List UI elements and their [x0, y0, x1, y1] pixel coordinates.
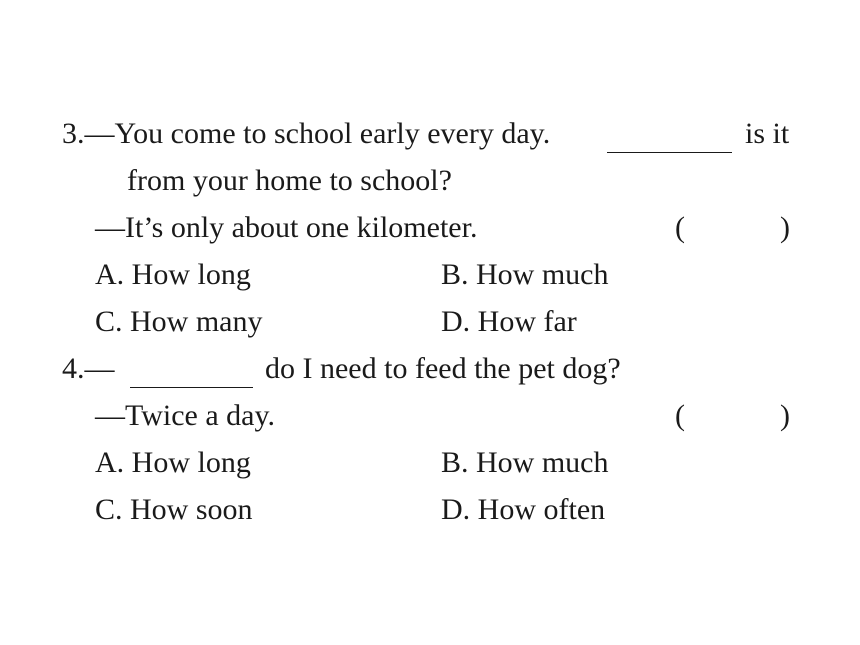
question-4-answer-paren-open: ( [675, 399, 685, 432]
question-3-stem [62, 116, 550, 152]
question-3-stem-tail-text: is it [745, 117, 790, 150]
question-3-answer-paren-close: ) [780, 211, 790, 244]
question-3-reply: —It’s only about one kilometer. [95, 211, 478, 244]
question-3-option-c[interactable]: C. How many [95, 305, 263, 338]
question-4-option-d[interactable]: D. How often [441, 493, 606, 526]
question-4-answer-blank[interactable] [130, 361, 253, 388]
question-3-option-a[interactable]: A. How long [95, 258, 251, 291]
question-4-stem [62, 351, 115, 387]
question-4-option-c[interactable]: C. How soon [95, 493, 253, 526]
question-3-number: 3. [62, 117, 85, 150]
question-4-answer-paren-close: ) [780, 399, 790, 432]
question-4-option-b[interactable]: B. How much [441, 446, 609, 479]
question-3-answer-paren-open: ( [675, 211, 685, 244]
question-3-stem-text: You come to school early every day. [114, 117, 551, 150]
question-4-option-a[interactable]: A. How long [95, 446, 251, 479]
question-4-number: 4. [62, 352, 85, 385]
question-3-stem-line2: from your home to school? [127, 164, 452, 197]
question-3-dash: — [84, 117, 115, 150]
question-4-stem-text: do I need to feed the pet dog? [265, 352, 621, 385]
question-4-reply: —Twice a day. [95, 399, 276, 432]
question-4-dash: — [84, 352, 115, 385]
question-3-option-b[interactable]: B. How much [441, 258, 609, 291]
question-3-answer-blank[interactable] [607, 126, 732, 153]
question-3-option-d[interactable]: D. How far [441, 305, 577, 338]
question-3-stem-tail [745, 116, 789, 152]
